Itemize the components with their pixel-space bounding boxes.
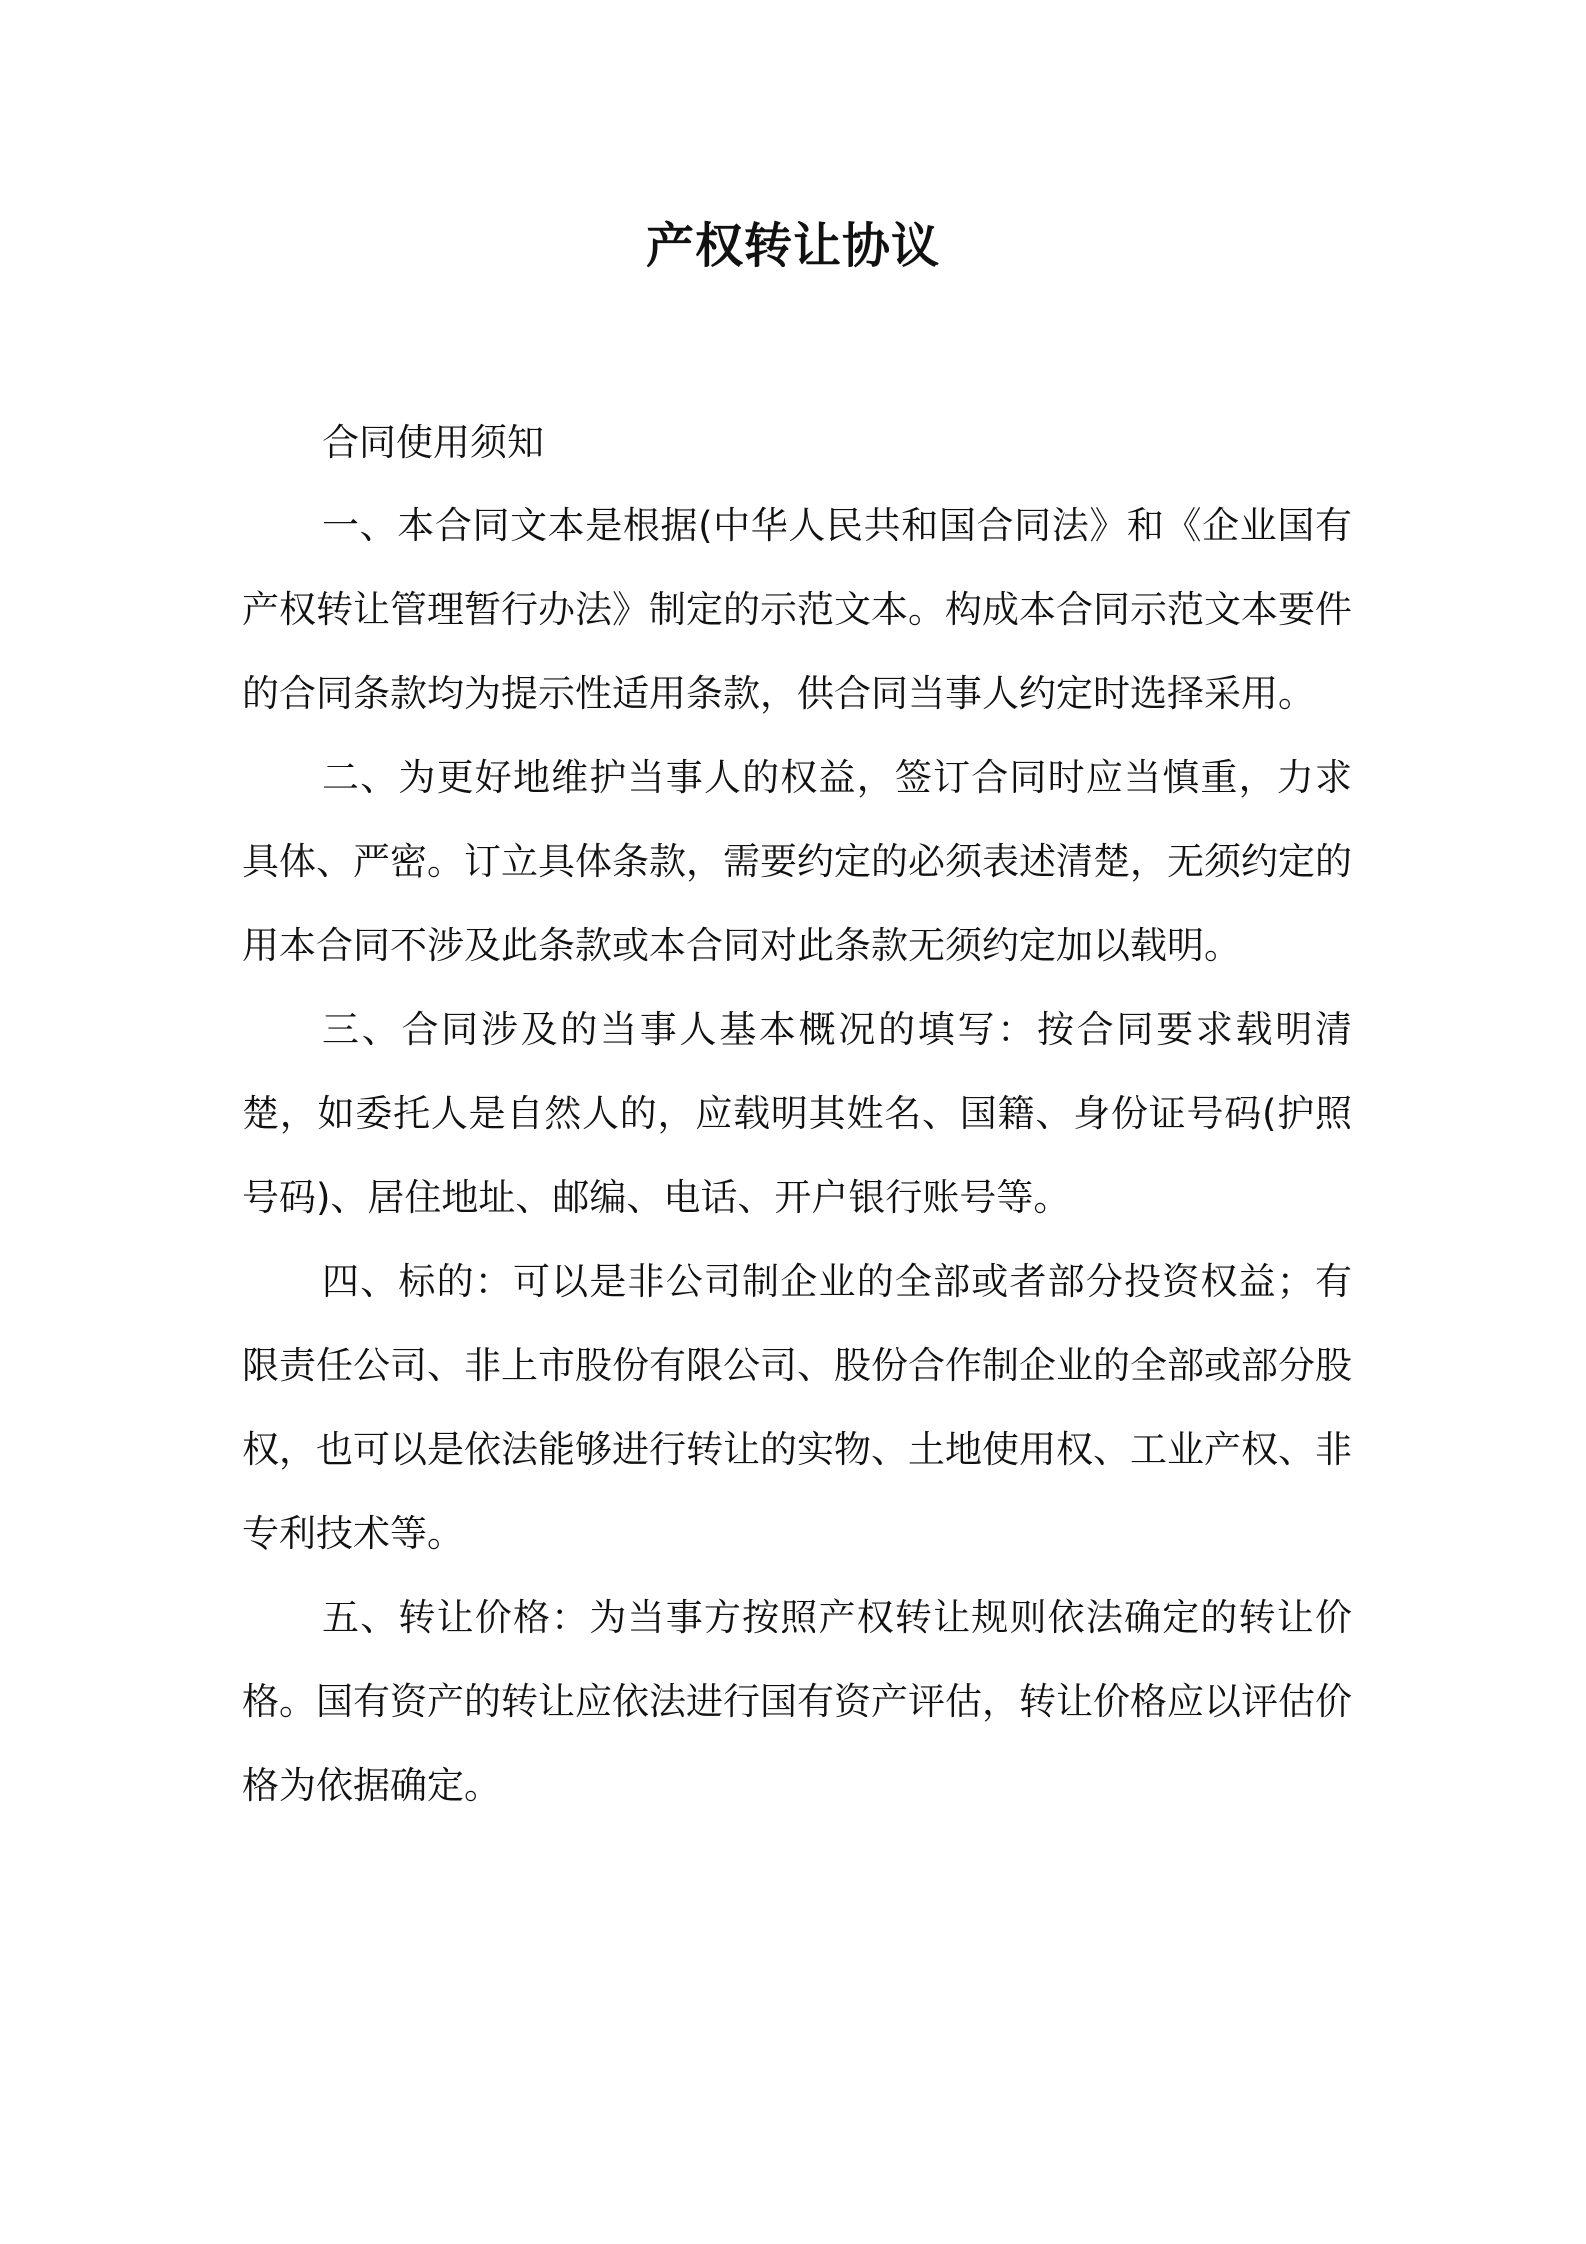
document-body bbox=[242, 402, 1352, 1828]
notice-heading: 合同使用须知 bbox=[322, 421, 544, 464]
document-title: 产权转让协议 bbox=[645, 218, 940, 274]
clause-5-paragraph: 五、转让价格：为当事方按照产权转让规则依法确定的转让价格。国有资产的转让应依法进行国有资产评估，转让价格应以评估价格为依据确定。 bbox=[242, 1596, 1352, 1807]
clause-4-paragraph: 四、标的：可以是非公司制企业的全部或者部分投资权益；有限责任公司、非上市股份有限公司、股份合作制企业的全部或部分股权，也可以是依法能够进行转让的实物、土地使用权、工业产权、非专利技术等。 bbox=[242, 1260, 1352, 1555]
clause-1-paragraph: 一、本合同文本是根据(中华人民共和国合同法》和《企业国有产权转让管理暂行办法》制定的示范文本。构成本合同示范文本要件的合同条款均为提示性适用条款，供合同当事人约定时选择采用。 bbox=[242, 504, 1352, 715]
clause-2-paragraph: 二、为更好地维护当事人的权益，签订合同时应当慎重，力求具体、严密。订立具体条款，需要约定的必须表述清楚，无须约定的用本合同不涉及此条款或本合同对此条款无须约定加以载明。 bbox=[242, 756, 1352, 967]
clause-3-paragraph: 三、合同涉及的当事人基本概况的填写：按合同要求载明清楚，如委托人是自然人的，应载明其姓名、国籍、身份证号码(护照号码)、居住地址、邮编、电话、开户银行账号等。 bbox=[242, 1008, 1352, 1219]
